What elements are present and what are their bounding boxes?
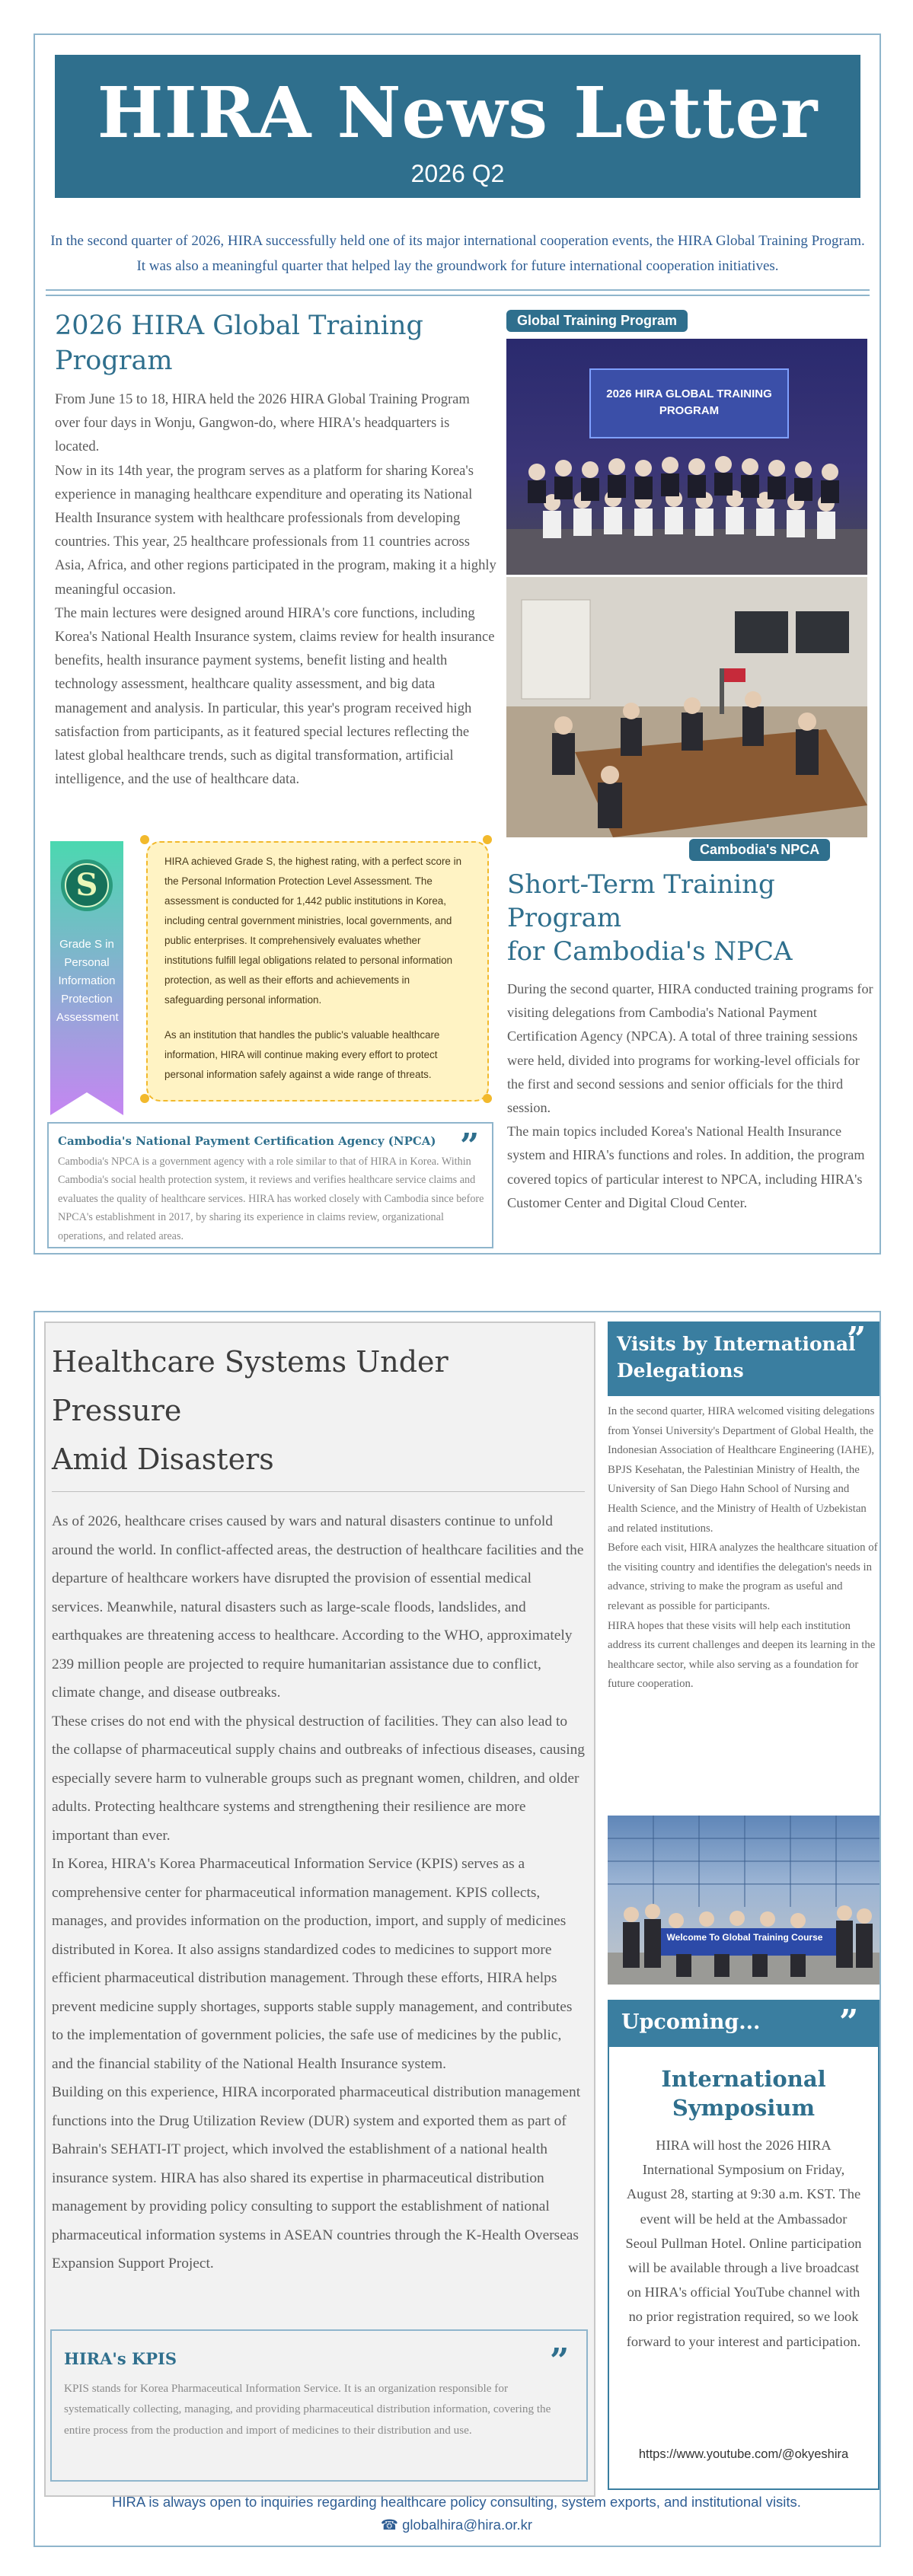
global-training-title: 2026 HIRA Global Training Program — [55, 311, 423, 376]
visits-photo — [608, 1816, 879, 1985]
quote-icon: ” — [839, 2003, 859, 2042]
paragraph: As an institution that handles the public's valuable healthcare information, HIRA will continue making every effort to protect personal information safely against a wide range of threats. — [164, 1029, 440, 1080]
group-photo — [506, 339, 867, 575]
paragraph: In Korea, HIRA's Korea Pharmaceutical Information Service (KPIS) serves as a comprehensive center for pharmaceutical information management. KPIS collects, manages, and provides information on the production, import, and supply of medicines distributed in Korea. It also assigns standardized codes to medicines to support more efficient pharmaceutical distribution management. Through these efforts, HIRA helps prevent medicine supply shortages, supports stable supply management, and contributes to the implementation of government policies, the safe use of medicines by the public, and the financial stability of the National Health Insurance system. — [52, 1856, 573, 2072]
quote-icon: ” — [550, 2342, 570, 2380]
note-corner-dot — [483, 835, 492, 844]
cambodia-title — [507, 868, 876, 968]
cambodia-section — [507, 868, 876, 1215]
divider — [46, 289, 870, 291]
newsletter-issue: 2026 Q2 — [410, 160, 505, 187]
symposium-title-line2: Symposium — [672, 2095, 816, 2121]
visits-header — [608, 1321, 879, 1396]
kpis-box-title: HIRA's KPIS — [64, 2349, 177, 2368]
cambodia-title-line2: for Cambodia's NPCA — [507, 936, 793, 967]
visits-title-line2: Delegations — [617, 1360, 744, 1382]
ribbon-s-icon: S — [75, 867, 98, 903]
visits-photo-banner-text: Welcome To Global Training Course — [666, 1932, 823, 1943]
paragraph: The main lectures were designed around HIRA's core functions, including Korea's National Health Insurance system, claims review for health insurance benefits, health insurance payment systems, benefit listing and health technology assessment, healthcare quality assessment, and big data management and analysis. In particular, this year's program received high satisfaction from participants, as it featured special lectures reflecting the latest global healthcare trends, such as digital transformation, artificial intelligence, and the use of healthcare data. — [55, 604, 495, 788]
disasters-title-line1: Healthcare Systems Under Pressure — [52, 1345, 449, 1427]
note-corner-dot — [140, 1094, 149, 1103]
footer-contact[interactable]: ☎ globalhira@hira.or.kr — [380, 2517, 533, 2533]
disasters-title — [52, 1337, 585, 1484]
symposium-title — [608, 2064, 879, 2122]
paragraph: Before each visit, HIRA analyzes the healthcare situation of the visiting country and identifies the delegation's needs in advance, striving to make the program as useful and relevant as possible for participants. — [608, 1541, 878, 1612]
youtube-link[interactable]: https://www.youtube.com/@okyeshira — [638, 2447, 849, 2461]
global-training-section — [55, 308, 496, 791]
paragraph: As of 2026, healthcare crises caused by wars and natural disasters continue to unfold around the world. In conflict-affected areas, the destruction of healthcare facilities and the departure of healthcare workers have disrupted the provision of essential medical services. Meanwhile, natural disasters such as large-scale floods, landslides, and earthquakes are threatening access to healthcare. According to the WHO, approximately 239 million people are projected to require humanitarian assistance due to conflict, climate change, and disease outbreaks. — [52, 1513, 584, 1701]
paragraph: HIRA hopes that these visits will help each institution address its current challenges and deepen its learning in the healthcare sector, while also serving as a foundation for future cooperation. — [608, 1619, 876, 1691]
cambodia-body — [507, 977, 876, 1215]
paragraph: The main topics included Korea's National Health Insurance system and HIRA's functions and roles. In addition, the program covered topics of particular interest to NPCA, including HIRA's Customer Center and Digital Cloud Center. — [507, 1124, 865, 1210]
paragraph: During the second quarter, HIRA conducted training programs for visiting delegations from Cambodia's National Payment Certification Agency (NPCA). A total of three training sessions were held, divided into programs for working-level officials for the first and second sessions and senior officials for the third session. — [507, 981, 873, 1116]
grade-s-ribbon — [50, 841, 123, 1115]
symposium-title-line1: International — [661, 2066, 826, 2092]
divider — [52, 1491, 585, 1492]
quote-icon: ” — [847, 1320, 867, 1359]
npca-info-box — [47, 1122, 493, 1248]
photo-banner-text: 2026 HIRA GLOBAL TRAINING PROGRAM — [606, 387, 772, 417]
privacy-note — [146, 841, 489, 1101]
intro-text: In the second quarter of 2026, HIRA successfully held one of its major international cooperation events, the HIRA Global Training Program. It was also a meaningful quarter that helped lay the groundwork for future international cooperation initiatives. — [50, 233, 865, 274]
npca-box-text: Cambodia's NPCA is a government agency with a role similar to that of HIRA in Korea. Within Cambodia's social health protection system, it reviews and verifies healthcare service claims and evaluates the quality of healthcare services. HIRA has worked closely with Cambodia since before NPCA's establishment in 2017, by sharing its experience in claims review, organizational operations, and related areas. — [58, 1156, 484, 1242]
visits-title — [617, 1331, 856, 1384]
paragraph: Building on this experience, HIRA incorporated pharmaceutical distribution management functions into the Drug Utilization Review (DUR) system and exported them as part of Bahrain's SEHATI-IT project, which involved the establishment of a national health insurance system. HIRA has also shared its expertise in pharmaceutical distribution management by providing policy consulting to support the establishment of national pharmaceutical information systems in ASEAN countries through the K-Health Overseas Expansion Support Project. — [52, 2084, 581, 2272]
cambodia-tag: Cambodia's NPCA — [689, 839, 830, 861]
paragraph: HIRA achieved Grade S, the highest rating, with a perfect score in the Personal Information Protection Level Assessment. The assessment is conducted for 1,442 public institutions in Korea, including central government ministries, local governments, and public enterprises. It comprehensively evaluates whether institutions fulfill legal obligations related to personal information protection, as well as their efforts and achievements in safeguarding personal information. — [164, 856, 462, 1006]
note-corner-dot — [483, 1094, 492, 1103]
footer-text: HIRA is always open to inquiries regarding healthcare policy consulting, system exports, and institutional visits. — [112, 2494, 801, 2510]
kpis-box-text: KPIS stands for Korea Pharmaceutical Information Service. It is an organization responsible for systematically collecting, managing, and providing pharmaceutical distribution information, covering the entire process from the production and import of medicines to their distribution and use. — [64, 2382, 551, 2437]
newsletter-banner — [55, 55, 860, 198]
privacy-note-text — [164, 852, 469, 1085]
paragraph: From June 15 to 18, HIRA held the 2026 HIRA Global Training Program over four days in Wonju, Gangwon-do, where HIRA's headquarters is located. — [55, 391, 470, 455]
divider — [46, 295, 870, 296]
paragraph: In the second quarter, HIRA welcomed visiting delegations from Yonsei University's Department of Global Health, the Indonesian Association of Healthcare Engineering (IAHE), BPJS Kesehatan, the Palestinian Ministry of Health, the University of San Diego Hahn School of Nursing and Health Science, and the Ministry of Health of Uzbekistan and related institutions. — [608, 1405, 875, 1535]
paragraph: Now in its 14th year, the program serves as a platform for sharing Korea's experience in managing healthcare expenditure and operating its National Health Insurance system with healthcare professionals from developing countries. This year, 25 healthcare professionals from 11 countries across Asia, Africa, and other regions participated in the program, making it a highly meaningful occasion. — [55, 462, 496, 598]
kpis-info-box — [50, 2329, 588, 2482]
quote-icon: ” — [460, 1127, 480, 1165]
global-training-tag: Global Training Program — [506, 310, 688, 332]
upcoming-header — [608, 2000, 879, 2047]
npca-box-title: Cambodia's National Payment Certification Agency (NPCA) — [58, 1134, 436, 1148]
disasters-content — [52, 1337, 585, 2278]
visits-body — [608, 1402, 878, 1694]
global-training-body — [55, 387, 496, 791]
group-photo-illustration — [506, 339, 867, 575]
meeting-photo — [506, 577, 867, 837]
visits-title-line1: Visits by International — [617, 1333, 856, 1355]
newsletter-title: HIRA News Letter — [97, 72, 819, 154]
upcoming-label: Upcoming... — [621, 2010, 761, 2034]
cambodia-title-line1: Short-Term Training Program — [507, 869, 775, 933]
disasters-body — [52, 1507, 585, 2278]
paragraph: These crises do not end with the physical destruction of facilities. They can also lead to the collapse of pharmaceutical supply chains and outbreaks of infectious diseases, causing especially severe harm to vulnerable groups such as pregnant women, children, and older adults. Protecting healthcare systems and strengthening their resilience are more important than ever. — [52, 1713, 585, 1844]
meeting-photo-illustration — [506, 577, 867, 837]
disasters-title-line2: Amid Disasters — [52, 1443, 274, 1476]
visits-photo-illustration — [608, 1816, 879, 1985]
note-corner-dot — [140, 835, 149, 844]
symposium-text: HIRA will host the 2026 HIRA International Symposium on Friday, August 28, starting at 9:30 a.m. KST. The event will be held at the Ambassador Seoul Pullman Hotel. Online participation will be available through a live broadcast on HIRA's official YouTube channel with no prior registration required, so we look forward to your interest and participation. — [625, 2138, 862, 2349]
ribbon-text: Grade S in Personal Information Protection Assessment — [56, 938, 119, 1024]
